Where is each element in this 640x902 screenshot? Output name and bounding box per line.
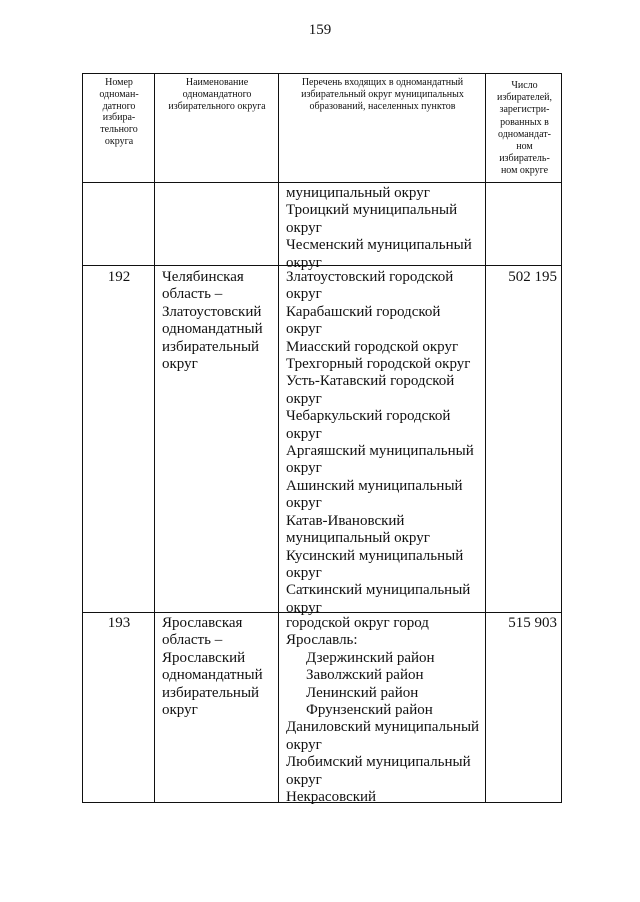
place-item: округ (286, 286, 322, 303)
place-item: округ (286, 771, 322, 788)
place-item: Усть-Катавский городской (286, 373, 455, 390)
district-number: 192 (107, 269, 131, 285)
place-item: муниципальный округ (286, 185, 430, 201)
voter-count: 515 903 (508, 615, 557, 631)
place-item: Даниловский муниципальный (286, 719, 480, 736)
column-divider (485, 74, 486, 802)
place-item: Ярославль: (286, 632, 358, 649)
place-item: Чебаркульский городской (286, 408, 451, 425)
place-item: Чесменский муниципальный (286, 237, 472, 254)
place-item: муниципальный округ (286, 530, 430, 547)
header-municipalities: Перечень входящих в одномандатный избирательный округ муниципальных образований, населенных пунктов (301, 77, 464, 112)
place-item: Саткинский муниципальный (286, 582, 471, 599)
column-divider (278, 74, 279, 802)
place-item: округ (286, 736, 322, 753)
place-item: Аргаяшский муниципальный (286, 443, 474, 460)
place-item: Кусинский муниципальный (286, 547, 464, 564)
place-item: округ (286, 425, 322, 442)
place-item: Ленинский район (306, 684, 419, 701)
place-item: округ (286, 495, 322, 512)
row-places (286, 615, 484, 806)
district-name: Ярославская область – Ярославский одномандатный избирательный округ (162, 615, 263, 719)
place-item: Любимский муниципальный (286, 754, 471, 771)
place-item: Некрасовский (286, 789, 377, 806)
place-item: округ (286, 390, 322, 407)
districts-table (82, 73, 562, 806)
row-places (286, 185, 484, 272)
place-item: округ (286, 219, 322, 236)
row-places (286, 269, 484, 617)
place-item: Трехгорный городской округ (286, 356, 471, 373)
place-item: округ (286, 564, 322, 581)
place-item: округ (286, 599, 322, 616)
place-item: округ (286, 460, 322, 477)
place-item: Катав-Ивановский (286, 512, 405, 529)
place-item: Троицкий муниципальный (286, 202, 458, 219)
header-district-name: Наименование одномандатного избирательного округа (168, 77, 266, 112)
place-item: Златоустовский городской (286, 269, 454, 285)
district-number: 193 (107, 615, 131, 631)
page-number: 159 (308, 22, 332, 38)
place-item: Дзержинский район (306, 649, 435, 666)
place-item: округ (286, 321, 322, 338)
place-item: Фрунзенский район (306, 702, 433, 719)
place-item: Ашинский муниципальный (286, 477, 463, 494)
voter-count: 502 195 (508, 269, 557, 285)
place-item: Заволжский район (306, 667, 424, 684)
place-item: округ (286, 254, 322, 271)
header-divider (83, 182, 561, 183)
column-divider (154, 74, 155, 802)
header-number: Номер одноман- датного избира- тельного округа (99, 77, 139, 147)
place-item: городской округ город (286, 615, 429, 631)
district-name: Челябинская область – Златоустовский одномандатный избирательный округ (162, 269, 263, 373)
place-item: Миасский городской округ (286, 338, 459, 355)
place-item: Карабашский городской (286, 303, 441, 320)
header-voter-count: Число избирателей, зарегистри- рованных в одномандат- ном избиратель- ном округе (496, 80, 552, 177)
